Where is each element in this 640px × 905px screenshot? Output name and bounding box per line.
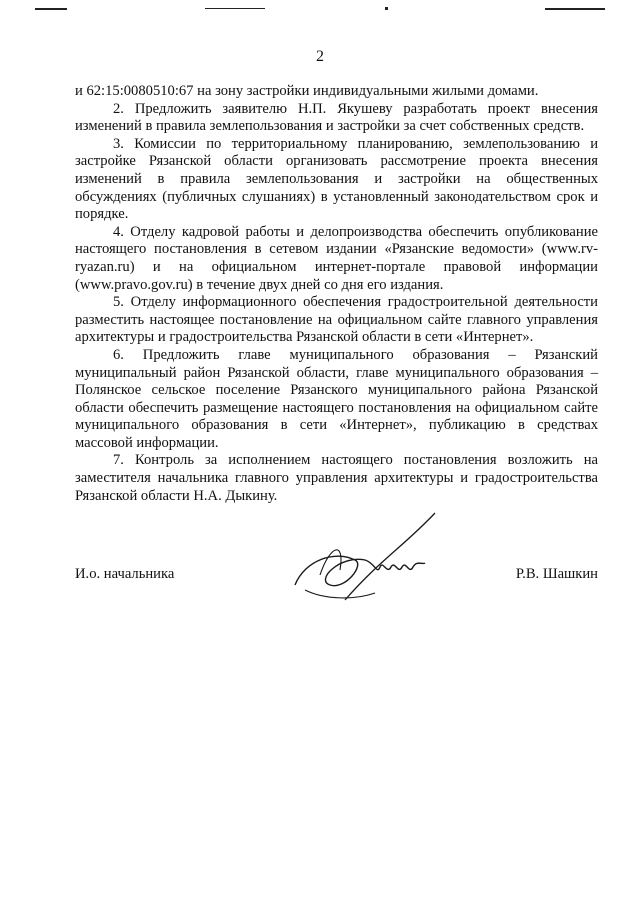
scan-artifact-line [205, 8, 265, 9]
body-text [75, 83, 598, 505]
signatory-title: И.о. начальника [75, 566, 175, 582]
paragraph: 7. Контроль за исполнением настоящего постановления возложить на заместителя начальника главного управления архитектуры и градостроительства Рязанской области Н.А. Дыкину. [75, 452, 598, 504]
scan-artifact-line [35, 8, 67, 10]
page-number: 2 [316, 48, 324, 65]
scan-artifact-line [545, 8, 605, 10]
paragraph: 5. Отделу информационного обеспечения градостроительной деятельности разместить настоящее постановление на официальном сайте главного управления архитектуры и градостроительства Рязанской области в сети «Интернет». [75, 294, 598, 346]
signatory-name: Р.В. Шашкин [515, 566, 598, 582]
paragraph: 3. Комиссии по территориальному планированию, землепользованию и застройке Рязанской области организовать рассмотрение проекта внесения изменений в правила землепользования и застройки на общественных обсуждениях (публичных слушаниях) в установленный законодательством срок и порядке. [75, 135, 598, 223]
paragraph: 6. Предложить главе муниципального образования – Рязанский муниципальный район Рязанской области, главе муниципального образования – Полянское сельское поселение Рязанского муниципального района Рязанской области обеспечить размещение настоящего постановления на официальном сайте муниципального образования в сети «Интернет», публикацию в средствах массовой информации. [75, 346, 598, 451]
scan-artifact-dot [385, 7, 388, 10]
handwritten-signature [285, 505, 455, 615]
paragraph: 4. Отделу кадровой работы и делопроизводства обеспечить опубликование настоящего постановления в сетевом издании «Рязанские ведомости» (www.rv-ryazan.ru) и на официальном интернет-портале правовой информации (www.pravo.gov.ru) в течение двух дней со дня его издания. [75, 223, 598, 293]
paragraph: 2. Предложить заявителю Н.П. Якушеву разработать проект внесения изменений в правила землепользования и застройки за счет собственных средств. [75, 100, 598, 135]
paragraph: и 62:15:0080510:67 на зону застройки индивидуальными жилыми домами. [75, 83, 539, 99]
